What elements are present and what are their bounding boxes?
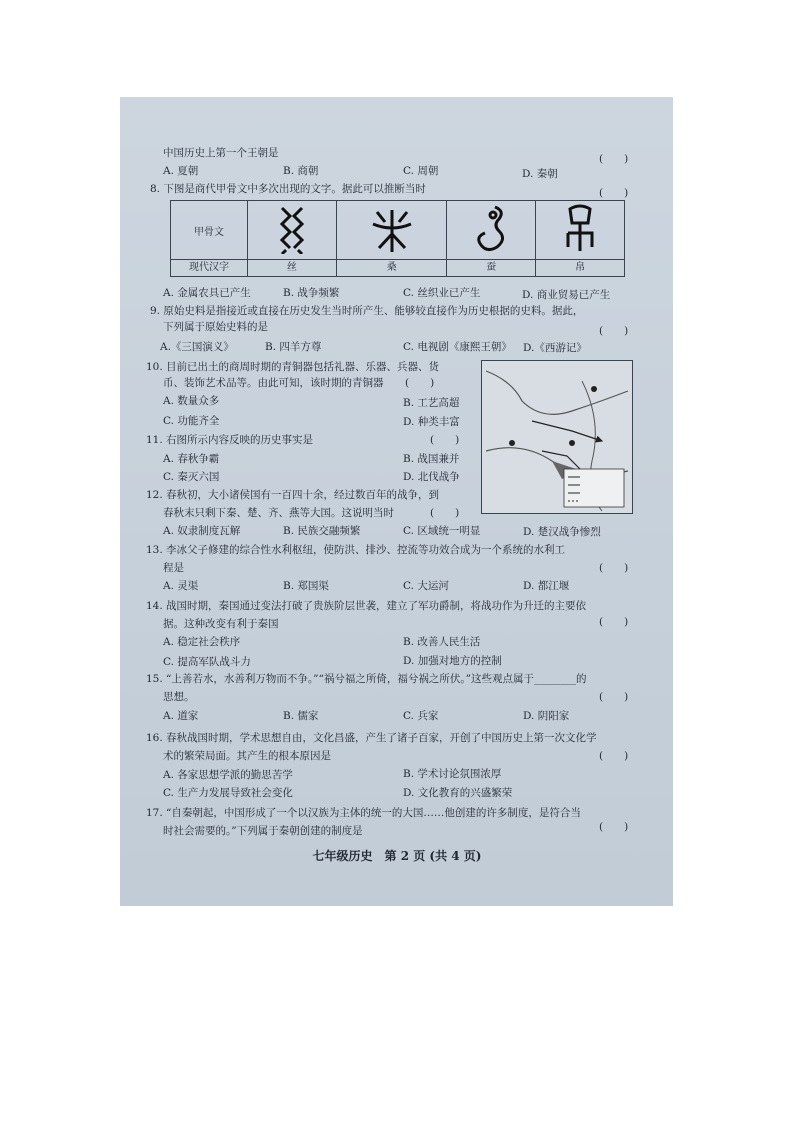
q10-option-b: B. 工艺高超 <box>403 397 460 409</box>
q12-option-d: D. 楚汉战争惨烈 <box>523 526 601 538</box>
q7-option-d: D. 秦朝 <box>522 168 558 180</box>
oracle-glyph-silkworm <box>447 201 536 260</box>
q9-answer-paren: ( ) <box>599 325 629 337</box>
q8-option-a: A. 金属农具已产生 <box>163 287 251 299</box>
q15-option-b: B. 儒家 <box>283 710 319 722</box>
oracle-glyph-mulberry <box>336 201 447 260</box>
q7-option-b: B. 商朝 <box>283 165 319 177</box>
oracle-mulberry-icon <box>367 204 417 254</box>
q9-option-c: C. 电视剧《康熙王朝》 <box>403 341 512 353</box>
q13-stem-line1: 13. 李冰父子修建的综合性水利枢纽，使防洪、排沙、控流等功效合成为一个系统的水利工 <box>146 544 566 556</box>
q12-stem-line2: 春秋末只剩下秦、楚、齐、燕等大国。这说明当时 <box>163 507 394 519</box>
oracle-silk-icon <box>272 204 312 254</box>
q14-option-a: A. 稳定社会秩序 <box>163 636 241 648</box>
oracle-glyph-silk-cloth <box>536 201 625 260</box>
q16-stem-line1: 16. 春秋战国时期，学术思想自由，文化昌盛，产生了诸子百家，开创了中国历史上第一次文化学 <box>146 732 597 744</box>
q11-answer-paren: ( ) <box>430 434 460 446</box>
q7-option-c: C. 周朝 <box>403 165 439 177</box>
q11-option-c: C. 秦灭六国 <box>163 471 220 483</box>
q13-answer-paren: ( ) <box>599 562 629 574</box>
q10-stem-line1: 10. 目前已出土的商周时期的青铜器包括礼器、乐器、兵器、货 <box>146 361 440 373</box>
q12-option-c: C. 区域统一明显 <box>403 525 481 537</box>
q7-answer-paren: ( ) <box>599 153 629 165</box>
warring-states-map <box>481 360 633 514</box>
q8-option-b: B. 战争频繁 <box>283 287 340 299</box>
q15-option-a: A. 道家 <box>163 710 199 722</box>
q13-option-b: B. 郑国渠 <box>283 580 329 592</box>
q11-option-a: A. 春秋争霸 <box>163 453 220 465</box>
q9-stem-line1: 9. 原始史料是指接近或直接在历史发生当时所产生、能够较直接作为历史根据的史料。据此， <box>150 305 584 317</box>
q9-option-a: A.《三国演义》 <box>160 341 234 353</box>
q9-stem-line2: 下列属于原始史料的是 <box>163 321 268 333</box>
q16-stem-line2: 术的繁荣局面。其产生的根本原因是 <box>163 750 331 762</box>
page-footer: 七年级历史 第 2 页 (共 4 页) <box>312 849 482 863</box>
q8-option-c: C. 丝织业已产生 <box>403 287 481 299</box>
q16-option-a: A. 各家思想学派的勤思苦学 <box>163 769 293 781</box>
q12-answer-paren: ( ) <box>430 507 460 519</box>
modern-char-2: 桑 <box>336 260 447 277</box>
q14-stem-line2: 据。这种改变有利于秦国 <box>163 618 279 630</box>
table-head-modern: 现代汉字 <box>171 260 248 277</box>
modern-char-1: 丝 <box>248 260 337 277</box>
q10-option-c: C. 功能齐全 <box>163 415 220 427</box>
oracle-silk-cloth-icon <box>560 203 600 255</box>
q17-stem-line2: 时社会需要的。”下列属于秦朝创建的制度是 <box>163 825 363 837</box>
oracle-silkworm-icon <box>471 203 511 255</box>
q8-answer-paren: ( ) <box>599 187 629 199</box>
q11-option-d: D. 北伐战争 <box>403 471 460 483</box>
q11-stem: 11. 右图所示内容反映的历史事实是 <box>146 434 314 446</box>
q12-option-b: B. 民族交融频繁 <box>283 525 361 537</box>
oracle-glyph-silk <box>248 201 337 260</box>
q10-stem-line2: 币、装饰艺术品等。由此可知，该时期的青铜器 <box>163 377 384 389</box>
q11-option-b: B. 战国兼并 <box>403 453 460 465</box>
q12-stem-line1: 12. 春秋初，大小诸侯国有一百四十余，经过数百年的战争，到 <box>146 489 440 501</box>
modern-char-3: 蚕 <box>447 260 536 277</box>
q16-option-d: D. 文化教育的兴盛繁荣 <box>403 787 513 799</box>
q16-option-b: B. 学术讨论氛围浓厚 <box>403 768 502 780</box>
q15-stem-line1: 15. “上善若水，水善利万物而不争。”“祸兮福之所倚，福兮祸之所伏。”这些观点属于________的 <box>146 673 587 685</box>
q14-option-c: C. 提高军队战斗力 <box>163 656 251 668</box>
q15-option-c: C. 兵家 <box>403 710 439 722</box>
q15-stem-line2: 思想。 <box>163 691 195 703</box>
q9-option-b: B. 四羊方尊 <box>265 341 322 353</box>
q13-option-d: D. 都江堰 <box>523 580 570 592</box>
q13-option-c: C. 大运河 <box>403 580 449 592</box>
q12-option-a: A. 奴隶制度瓦解 <box>163 525 241 537</box>
q7-stem: 中国历史上第一个王朝是 <box>163 147 279 159</box>
q8-option-d: D. 商业贸易已产生 <box>522 289 611 301</box>
q8-stem: 8. 下图是商代甲骨文中多次出现的文字。据此可以推断当时 <box>150 183 426 195</box>
q16-option-c: C. 生产力发展导致社会变化 <box>163 787 293 799</box>
table-head-oracle: 甲骨文 <box>171 201 248 260</box>
q16-answer-paren: ( ) <box>599 750 629 762</box>
modern-char-4: 帛 <box>536 260 625 277</box>
q13-stem-line2: 程是 <box>163 562 184 574</box>
q14-stem-line1: 14. 战国时期，秦国通过变法打破了贵族阶层世袭，建立了军功爵制，将战功作为升迁的主要依 <box>146 600 587 612</box>
q10-option-d: D. 种类丰富 <box>403 416 460 428</box>
q9-option-d: D.《西游记》 <box>523 342 587 354</box>
q14-answer-paren: ( ) <box>599 616 629 628</box>
q14-option-b: B. 改善人民生活 <box>403 636 481 648</box>
q17-answer-paren: ( ) <box>599 821 629 833</box>
q10-option-a: A. 数量众多 <box>163 395 220 407</box>
q15-option-d: D. 阴阳家 <box>523 710 570 722</box>
q13-option-a: A. 灵渠 <box>163 580 199 592</box>
q17-stem-line1: 17. “自秦朝起，中国形成了一个以汉族为主体的统一的大国……他创建的许多制度，是符合当 <box>146 807 581 819</box>
q10-answer-paren: ( ) <box>405 377 435 389</box>
oracle-bone-table <box>170 200 625 277</box>
q7-option-a: A. 夏朝 <box>163 165 199 177</box>
map-figure-icon <box>482 361 632 513</box>
q15-answer-paren: ( ) <box>599 691 629 703</box>
q14-option-d: D. 加强对地方的控制 <box>403 655 502 667</box>
